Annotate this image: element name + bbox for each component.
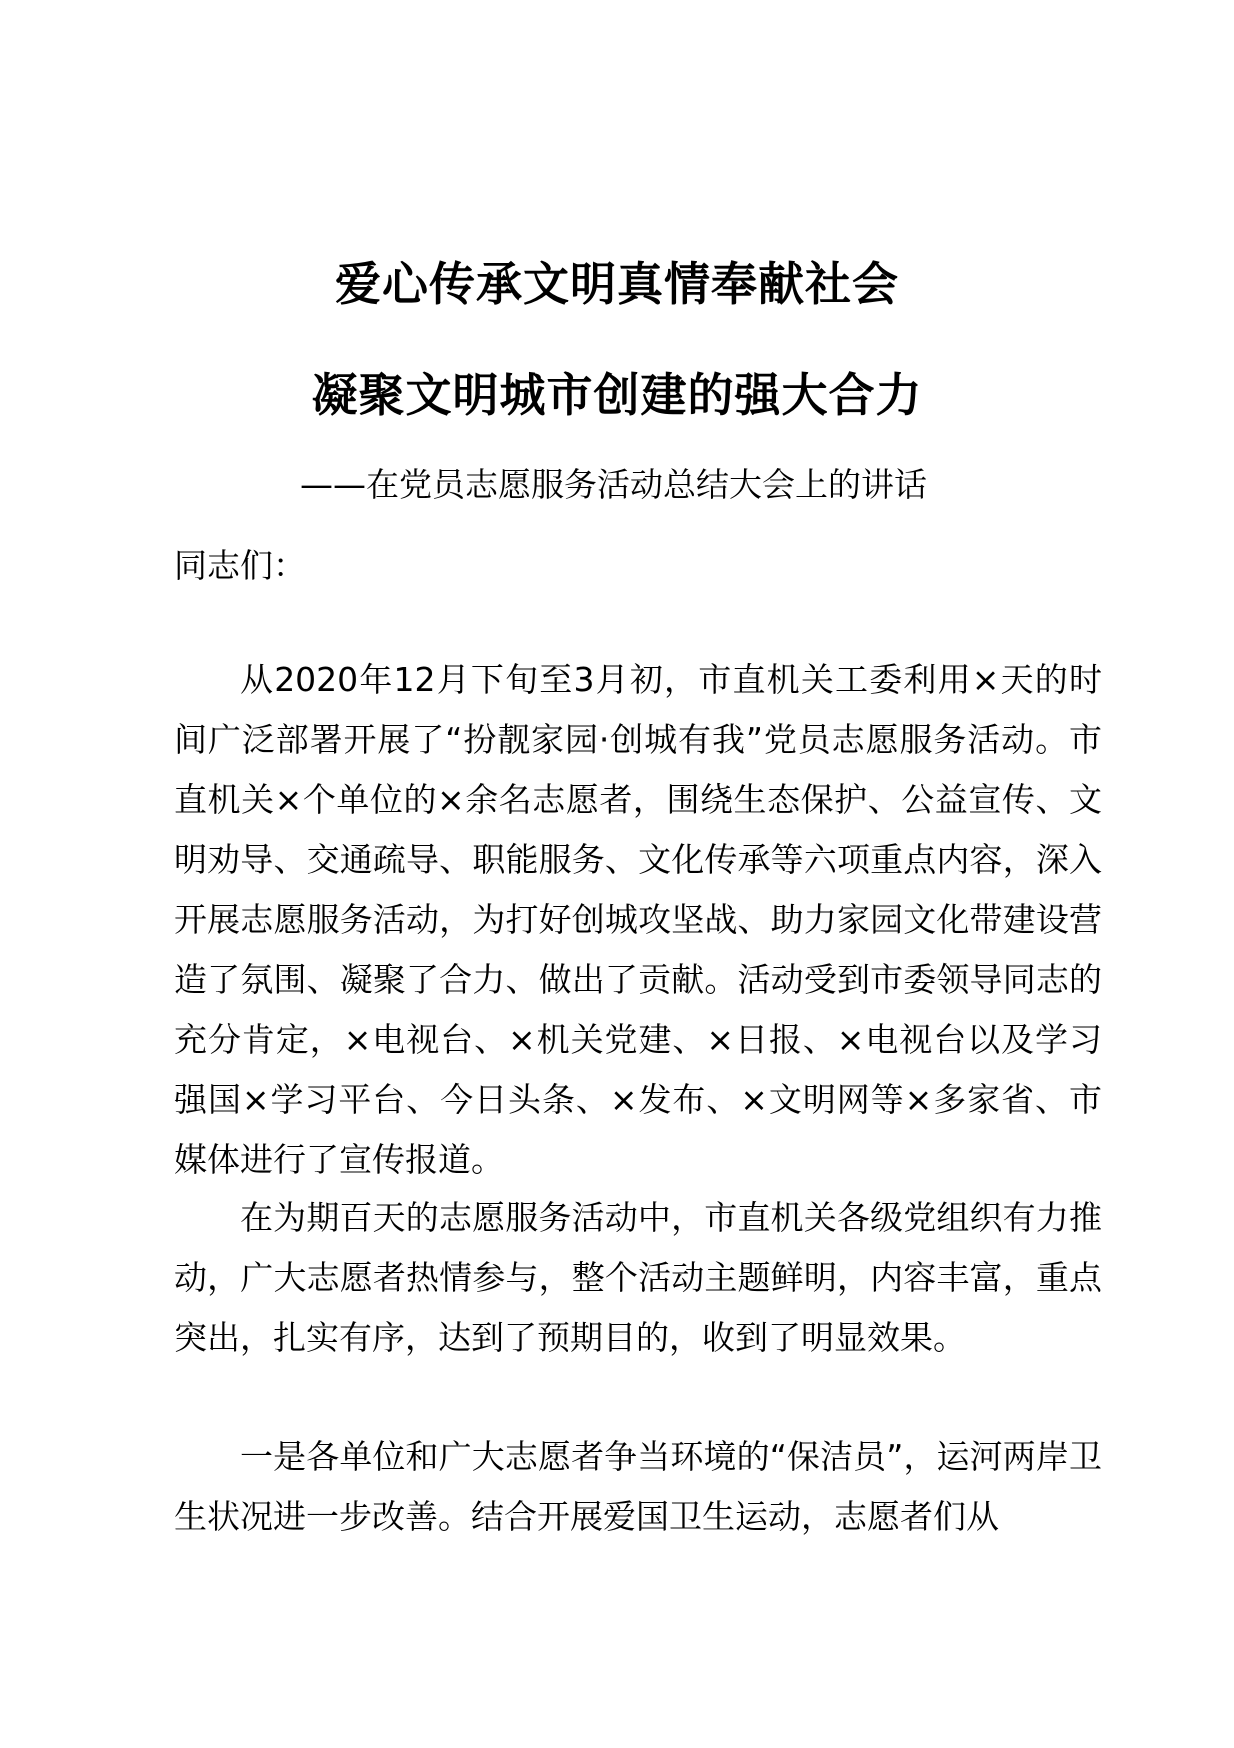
document-title-line-1: 爱心传承文明真情奉献社会 (335, 257, 899, 311)
document-subtitle: ——在党员志愿服务活动总结大会上的讲话 (300, 465, 927, 504)
document-title-line-2: 凝聚文明城市创建的强大合力 (311, 368, 923, 422)
salutation: 同志们： (174, 546, 306, 585)
body-paragraph-2: 在为期百天的志愿服务活动中，市直机关各级党组织有力推动，广大志愿者热情参与，整个活动主题鲜明，内容丰富，重点突出，扎实有序，达到了预期目的，收到了明显效果。 (174, 1198, 1102, 1357)
body-paragraph-3: 一是各单位和广大志愿者争当环境的“保洁员”，运河两岸卫生状况进一步改善。结合开展爱国卫生运动，志愿者们从 (174, 1437, 1102, 1536)
body-paragraph-1: 从2020年12月下旬至3月初，市直机关工委利用×天的时间广泛部署开展了“扮靓家园·创城有我”党员志愿服务活动。市直机关×个单位的×余名志愿者，围绕生态保护、公益宣传、文明劝导、交通疏导、职能服务、文化传承等六项重点内容，深入开展志愿服务活动，为打好创城攻坚战、助力家园文化带建设营造了氛围、凝聚了合力、做出了贡献。活动受到市委领导同志的充分肯定，×电视台、×机关党建、×日报、×电视台以及学习强国×学习平台、今日头条、×发布、×文明网等×多家省、市媒体进行了宣传报道。 (174, 660, 1102, 1179)
